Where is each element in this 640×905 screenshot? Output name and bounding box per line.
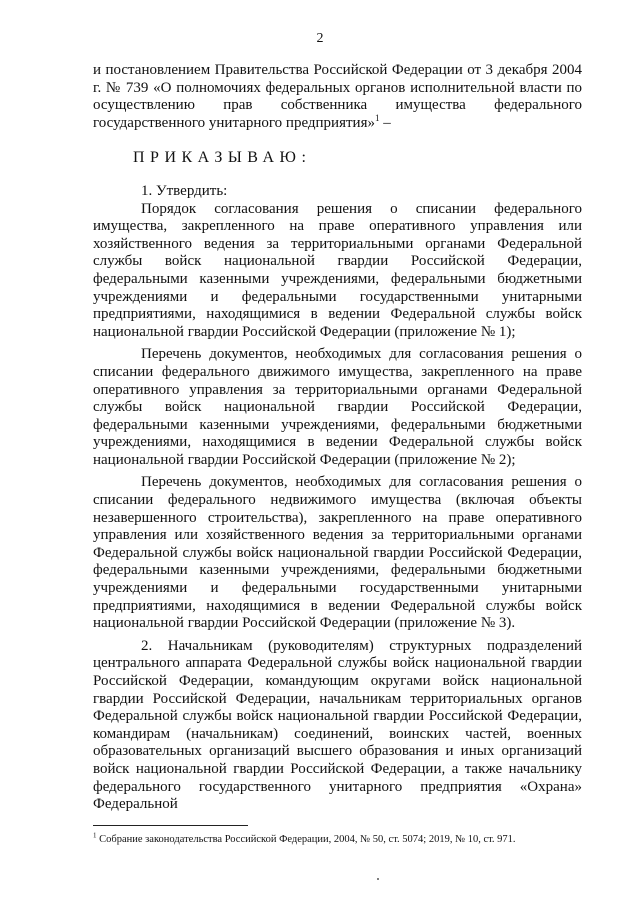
approval-item-3: Перечень документов, необходимых для согласования решения о списании федерального недвижимого имущества (включая объекты незавершенного строительства), закрепленного на праве оперативного управления или хозяйственного ведения за территориальными органами Федеральной службы войск национальной гвардии Российской Федерации, федеральными казенными учреждениями, федеральными бюджетными учреждениями и федеральными государственными унитарными предприятиями, находящимися в ведении Федеральной службы войск национальной гвардии Российской Федерации (приложение № 3).	[93, 474, 582, 632]
scan-speck	[377, 878, 379, 880]
footnote-reference: 1	[374, 112, 380, 123]
item1-title: 1. Утвердить:	[141, 182, 228, 199]
page-number: 2	[316, 31, 324, 46]
intro-paragraph	[93, 62, 582, 132]
footnote	[93, 831, 593, 845]
footnote-mark: 1	[93, 831, 97, 840]
intro-tail: –	[379, 114, 391, 131]
item2-paragraph: 2. Начальникам (руководителям) структурных подразделений центрального аппарата Федеральной службы войск национальной гвардии Российской Федерации, командующим округами войск национальной гвардии Российской Федерации, начальникам территориальных органов Федеральной службы войск национальной гвардии Российской Федерации, командирам (начальникам) соединений, воинских частей, военных образовательных организаций высшего образования и иных организаций войск национальной гвардии Российской Федерации, а также начальнику федерального государственного унитарного предприятия «Охрана» Федеральной	[93, 637, 582, 813]
footnote-text: Собрание законодательства Российской Федерации, 2004, № 50, ст. 5074; 2019, № 10, ст. 971.	[96, 834, 516, 845]
intro-text: и постановлением Правительства Российской Федерации от 3 декабря 2004 г. № 739 «О полномочиях федеральных органов исполнительной власти по осуществлению прав собственника имущества федерального государственного унитарного предприятия»	[93, 62, 582, 131]
approval-item-1: Порядок согласования решения о списании федерального имущества, закрепленного на праве оперативного управления или хозяйственного ведения за территориальными органами Федеральной службы войск национальной гвардии Российской Федерации, федеральными казенными учреждениями, федеральными бюджетными учреждениями и федеральными государственными унитарными предприятиями, находящимися в ведении Федеральной службы войск национальной гвардии Российской Федерации (приложение № 1);	[93, 200, 582, 340]
order-heading: ПРИКАЗЫВАЮ:	[133, 149, 312, 167]
approval-item-2: Перечень документов, необходимых для согласования решения о списании федерального движимого имущества, закрепленного на праве оперативного управления за территориальными органами Федеральной службы войск национальной гвардии Российской Федерации, федеральными казенными учреждениями, федеральными бюджетными учреждениями, находящимися в ведении Федеральной службы войск национальной гвардии Российской Федерации (приложение № 2);	[93, 346, 582, 468]
footnote-divider	[93, 825, 248, 826]
document-body	[93, 62, 582, 814]
